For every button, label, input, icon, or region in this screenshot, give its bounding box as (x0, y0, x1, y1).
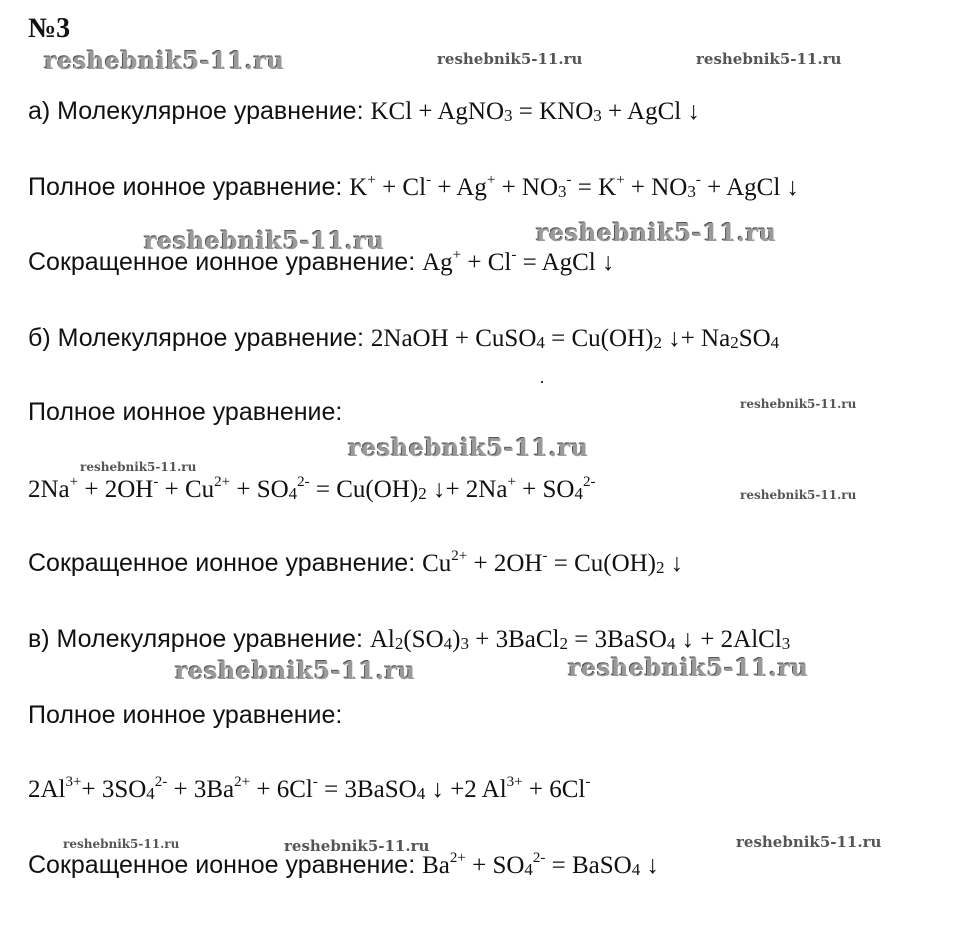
part-b-full-label: Полное ионное уравнение: (28, 398, 343, 426)
part-c-full-label: Полное ионное уравнение: (28, 701, 343, 729)
precipitate-arrow: ↓ (687, 98, 700, 125)
part-b-full-equation: $2Na^+ + 2OH^- + Cu^{2+} + SO_4^{2-} = Cu(OH)_2$ ↓+ $2Na^+ + SO_4^{2-}$ (28, 474, 596, 503)
watermark: reshebnik5-11.ru (740, 488, 857, 502)
part-c-short-label: Сокращенное ионное уравнение: (28, 851, 423, 879)
problem-number: №3 (28, 13, 71, 44)
part-a-short-label: Сокращенное ионное уравнение: (28, 248, 423, 276)
precipitate-arrow: ↓ (670, 550, 684, 577)
part-a-short-ionic (28, 247, 615, 278)
part-b-molecular-equation: 2NaOH + CuSO$_4$ = $Cu(OH)_2$ ↓+ $Na_2SO_4$ (370, 325, 780, 352)
part-a-full-ionic (28, 172, 799, 203)
part-b-short-label: Сокращенное ионное уравнение: (28, 549, 423, 577)
stray-dot (541, 381, 543, 383)
watermark: reshebnik5-11.ru (568, 653, 809, 682)
precipitate-arrow: ↓ (786, 174, 800, 201)
watermark: reshebnik5-11.ru (144, 226, 385, 255)
precipitate-arrow: ↓ (646, 852, 659, 879)
watermark: reshebnik5-11.ru (44, 46, 285, 75)
part-b-short-equation: $Cu^{2+} + 2OH^- = Cu(OH)_2$ ↓ (422, 548, 684, 577)
precipitate-arrow: ↓ (431, 776, 444, 803)
watermark: reshebnik5-11.ru (736, 833, 882, 851)
part-b-full-ionic (28, 474, 595, 505)
part-a-full-label: Полное ионное уравнение: (28, 173, 350, 201)
precipitate-arrow: ↓ (432, 476, 446, 503)
part-c-molecular-label: в) Молекулярное уравнение: (28, 625, 370, 653)
watermark: reshebnik5-11.ru (348, 433, 589, 462)
watermark: reshebnik5-11.ru (437, 50, 583, 68)
part-a-molecular-equation: KCl + AgNO$_3$ = $KNO_3$ + AgCl ↓ (370, 98, 700, 125)
part-c-full-equation: $2Al^{3+}+ 3SO_4^{2-} + 3Ba^{2+} + 6Cl^-$ = 3BaSO$_4$ ↓ +2 $Al^{3+} + 6Cl^-$ (28, 774, 591, 803)
part-c-short-equation: $Ba^{2+} + SO_4^{2-}$ = BaSO$_4$ ↓ (422, 850, 659, 879)
part-c-molecular (28, 624, 790, 655)
watermark: reshebnik5-11.ru (80, 460, 197, 474)
watermark: reshebnik5-11.ru (536, 218, 777, 247)
part-a-molecular-label: а) Молекулярное уравнение: (28, 97, 371, 125)
part-c-short-ionic (28, 850, 659, 881)
part-a-full-equation: $K^+ + Cl^- + Ag^+ + NO_3^- = K^+ + NO_3^-$ + AgCl ↓ (349, 172, 800, 201)
part-c-full-ionic-label-line (28, 700, 342, 730)
part-a-molecular (28, 96, 700, 127)
part-c-molecular-equation: $Al_2(SO_4)_3$ + 3BaCl$_2$ = 3BaSO$_4$ ↓ + 2AlCl$_3$ (369, 626, 791, 653)
watermark: reshebnik5-11.ru (63, 837, 180, 851)
precipitate-arrow: ↓ (602, 249, 615, 276)
watermark: reshebnik5-11.ru (175, 656, 416, 685)
part-b-short-ionic (28, 548, 683, 579)
watermark: reshebnik5-11.ru (696, 50, 842, 68)
part-a-short-equation: Ag+ + Cl- = AgCl ↓ (422, 247, 615, 276)
watermark: reshebnik5-11.ru (740, 397, 857, 411)
part-b-full-ionic-label-line (28, 397, 342, 427)
precipitate-arrow: ↓ (681, 626, 695, 653)
precipitate-arrow: ↓ (668, 325, 681, 352)
part-b-molecular (28, 323, 779, 354)
part-b-molecular-label: б) Молекулярное уравнение: (28, 324, 371, 352)
watermark: reshebnik5-11.ru (284, 837, 430, 855)
part-c-full-ionic (28, 774, 590, 805)
